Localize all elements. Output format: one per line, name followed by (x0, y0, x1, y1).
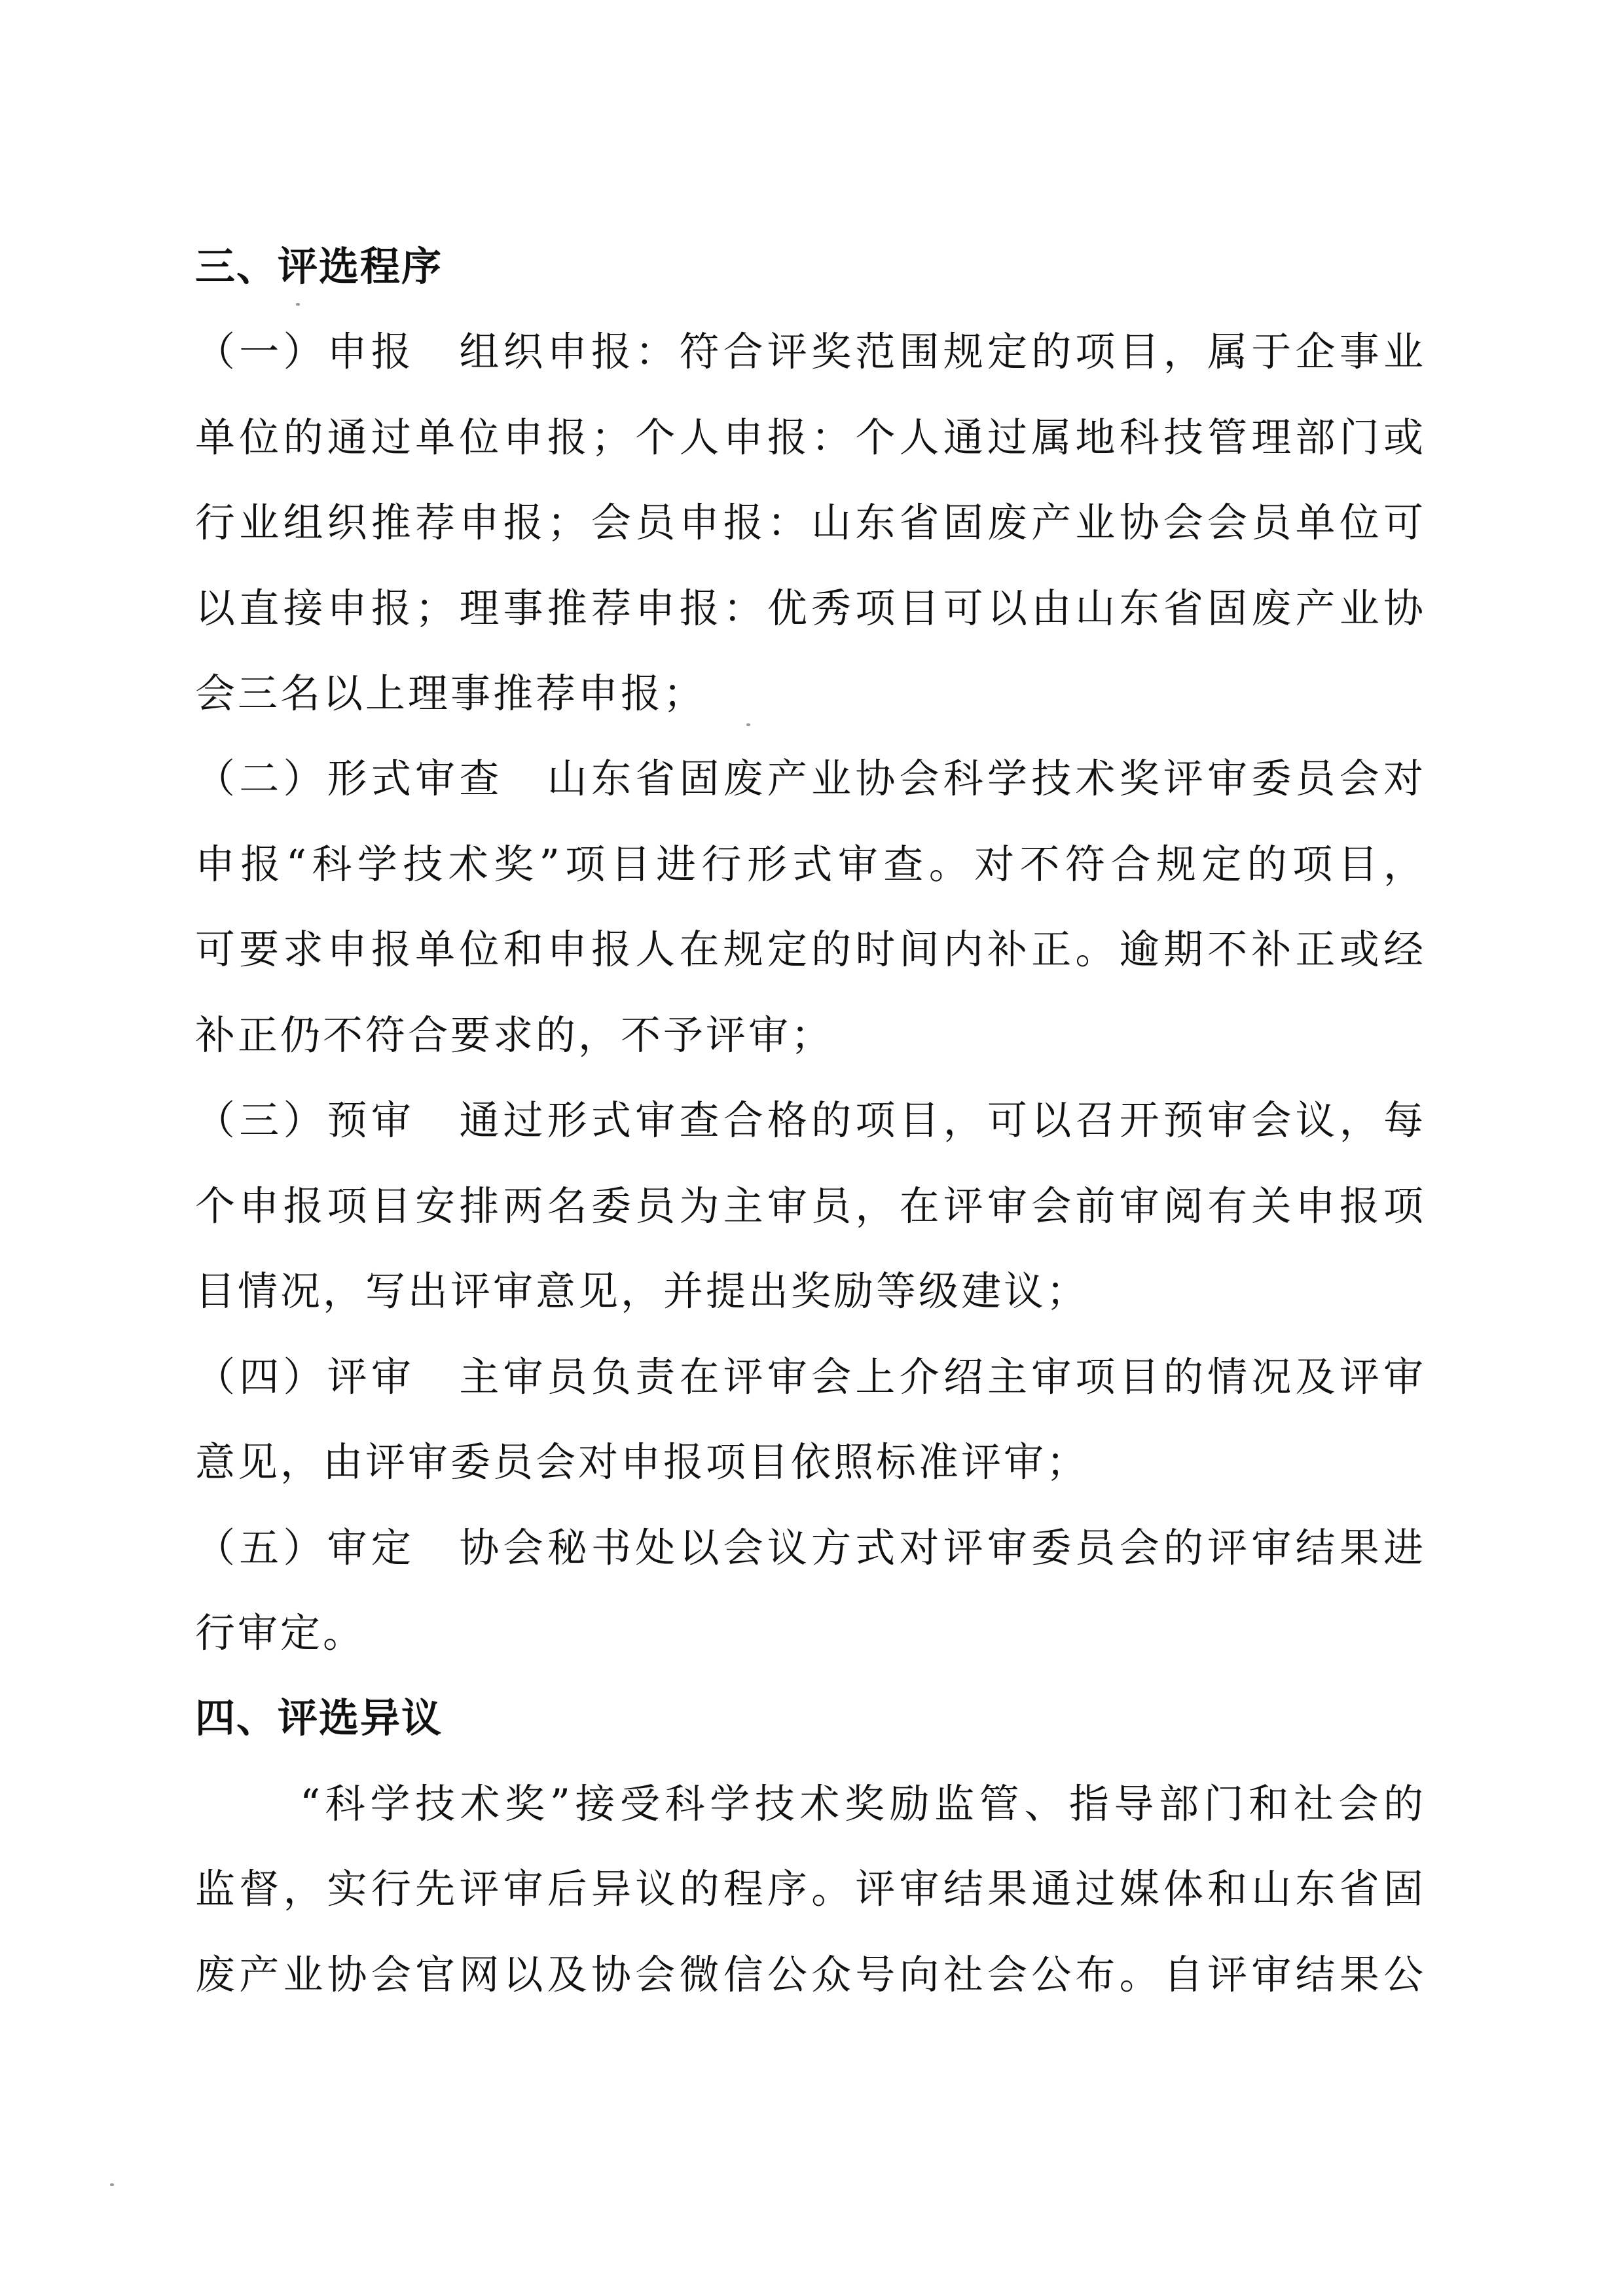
paragraph-line: 行业组织推荐申报；会员申报：山东省固废产业协会会员单位可 (195, 500, 1426, 546)
scan-speck (110, 2183, 114, 2186)
section-heading-procedure: 三、评选程序 (195, 244, 443, 290)
paragraph-line: 意见，由评审委员会对申报项目依照标准评审； (195, 1439, 1089, 1485)
paragraph-line: （三）预审 通过形式审查合格的项目，可以召开预审会议，每 (195, 1097, 1426, 1144)
paragraph-line: 可要求申报单位和申报人在规定的时间内补正。逾期不补正或经 (195, 926, 1426, 973)
paragraph-line: 会三名以上理事推荐申报； (195, 670, 706, 717)
paragraph-line: 补正仍不符合要求的，不予评审； (195, 1012, 834, 1059)
paragraph-line: 目情况，写出评审意见，并提出奖励等级建议； (195, 1268, 1089, 1315)
paragraph-line: “科学技术奖”接受科学技术奖励监管、指导部门和社会的 (300, 1781, 1426, 1827)
paragraph-line: （四）评审 主审员负责在评审会上介绍主审项目的情况及评审 (195, 1354, 1426, 1400)
paragraph-line: （二）形式审查 山东省固废产业协会科学技术奖评审委员会对 (195, 756, 1426, 802)
paragraph-line: （五）审定 协会秘书处以会议方式对评审委员会的评审结果进 (195, 1525, 1426, 1571)
section-heading-objection: 四、评选异议 (195, 1695, 443, 1741)
scan-speck (746, 723, 750, 726)
paragraph-line: 行审定。 (195, 1610, 366, 1656)
scan-speck (296, 303, 300, 306)
paragraph-line: 废产业协会官网以及协会微信公众号向社会公布。自评审结果公 (195, 1952, 1426, 1998)
paragraph-line: 以直接申报；理事推荐申报：优秀项目可以由山东省固废产业协 (195, 585, 1426, 632)
paragraph-line: （一）申报 组织申报：符合评奖范围规定的项目，属于企事业 (195, 329, 1426, 375)
paragraph-line: 申报“科学技术奖”项目进行形式审查。对不符合规定的项目， (195, 841, 1426, 888)
paragraph-line: 单位的通过单位申报；个人申报：个人通过属地科技管理部门或 (195, 414, 1426, 461)
paragraph-line: 监督，实行先评审后异议的程序。评审结果通过媒体和山东省固 (195, 1866, 1426, 1912)
paragraph-line: 个申报项目安排两名委员为主审员，在评审会前审阅有关申报项 (195, 1183, 1426, 1230)
